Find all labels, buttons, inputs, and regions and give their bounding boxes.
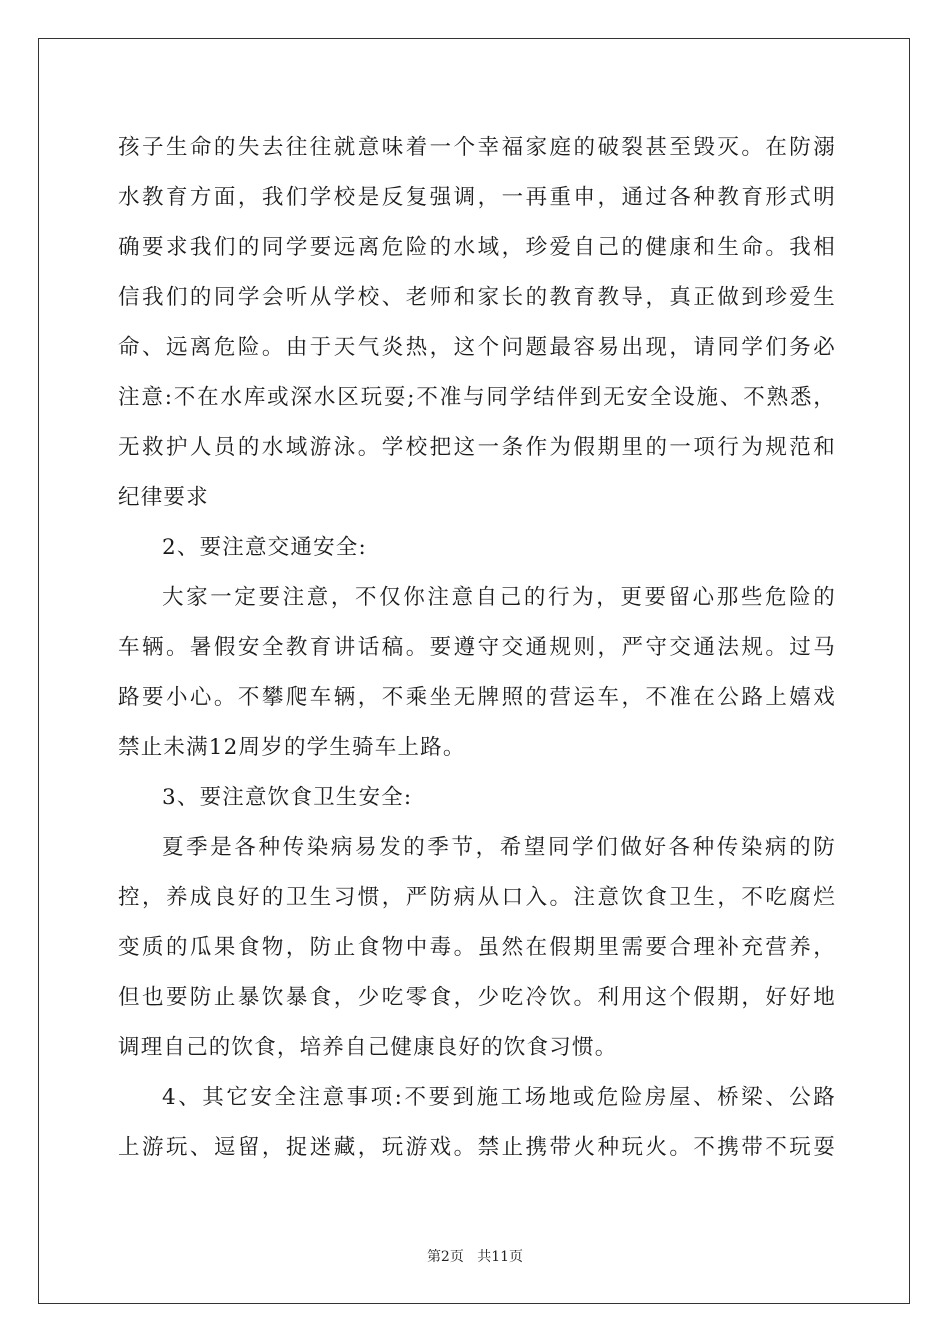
- body-line: 调理自己的饮食，培养自己健康良好的饮食习惯。: [118, 1035, 618, 1060]
- body-line: 大家一定要注意，不仅你注意自己的行为，更要留心那些危险的: [162, 585, 836, 610]
- page-total: 共11页: [477, 1249, 524, 1265]
- body-line: 变质的瓜果食物，防止食物中毒。虽然在假期里需要合理补充营养，: [118, 935, 836, 960]
- body-line: 上游玩、逗留，捉迷藏，玩游戏。禁止携带火种玩火。不携带不玩耍: [118, 1135, 836, 1160]
- body-line: 夏季是各种传染病易发的季节，希望同学们做好各种传染病的防: [162, 835, 836, 860]
- section-heading-traffic: 2、要注意交通安全:: [162, 535, 367, 560]
- page-footer: [0, 1246, 950, 1266]
- body-line: 命、远离危险。由于天气炎热，这个问题最容易出现，请同学们务必: [118, 335, 836, 360]
- body-line: 控，养成良好的卫生习惯，严防病从口入。注意饮食卫生，不吃腐烂: [118, 885, 836, 910]
- body-line: 但也要防止暴饮暴食，少吃零食，少吃冷饮。利用这个假期，好好地: [118, 985, 836, 1010]
- section-heading-food: 3、要注意饮食卫生安全:: [162, 785, 413, 810]
- page-number: 第2页: [426, 1249, 464, 1265]
- body-line: 孩子生命的失去往往就意味着一个幸福家庭的破裂甚至毁灭。在防溺: [118, 135, 836, 160]
- body-line: 注意:不在水库或深水区玩耍;不准与同学结伴到无安全设施、不熟悉，: [118, 385, 836, 410]
- document-body: [118, 128, 836, 1178]
- body-line: 路要小心。不攀爬车辆，不乘坐无牌照的营运车，不准在公路上嬉戏: [118, 685, 836, 710]
- body-line: 纪律要求: [118, 485, 209, 510]
- body-line: 车辆。暑假安全教育讲话稿。要遵守交通规则，严守交通法规。过马: [118, 635, 836, 660]
- body-line: 信我们的同学会听从学校、老师和家长的教育教导，真正做到珍爱生: [118, 285, 836, 310]
- body-line: 确要求我们的同学要远离危险的水域，珍爱自己的健康和生命。我相: [118, 235, 836, 260]
- body-line: 无救护人员的水域游泳。学校把这一条作为假期里的一项行为规范和: [118, 435, 836, 460]
- body-line: 禁止未满12周岁的学生骑车上路。: [118, 735, 466, 760]
- body-line: 水教育方面，我们学校是反复强调，一再重申，通过各种教育形式明: [118, 185, 836, 210]
- section-heading-other: 4、其它安全注意事项:不要到施工场地或危险房屋、桥梁、公路: [162, 1085, 836, 1110]
